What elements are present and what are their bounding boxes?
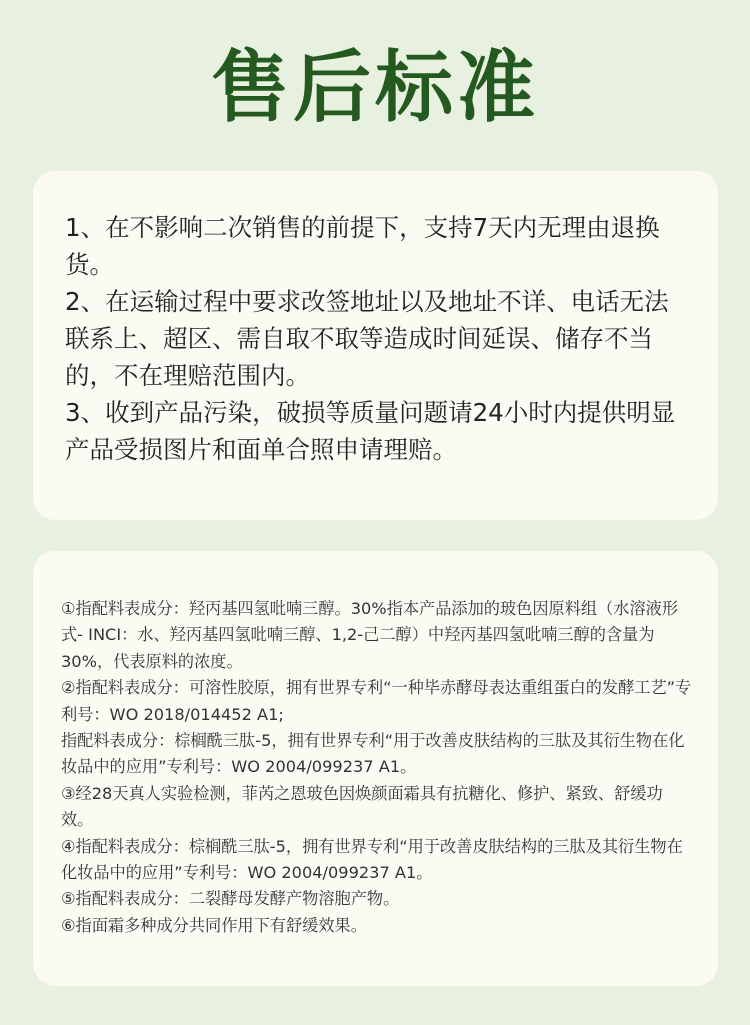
note-item-3: ③经28天真人实验检测，菲芮之恩玻色因焕颜面霜具有抗糖化、修护、紧致、舒缓功效。 [61, 783, 663, 830]
ingredient-notes-card [33, 551, 718, 986]
note-item-5: ⑤指配料表成分：二裂酵母发酵产物溶胞产物。 [61, 889, 400, 909]
note-item-1: ①指配料表成分：羟丙基四氢吡喃三醇。30%指本产品添加的玻色因原料组（水溶液形式- INCI：水、羟丙基四氢吡喃三醇、1,2-己二醇）中羟丙基四氢吡喃三醇的含量为30%，代表原料的浓度。 [61, 599, 679, 671]
note-item-6: ⑥指面霜多种成分共同作用下有舒缓效果。 [61, 915, 367, 935]
policy-item-shipping: 2、在运输过程中要求改签地址以及地址不详、电话无法联系上、超区、需自取不取等造成时间延误、储存不当的，不在理赔范围内。 [65, 287, 669, 390]
page-title: 售后标准 [210, 42, 539, 133]
after-sales-policy-card [33, 171, 718, 520]
note-item-2: ②指配料表成分：可溶性胶原，拥有世界专利“一种毕赤酵母表达重组蛋白的发酵工艺”专利号：WO 2018/014452 A1; [61, 678, 692, 724]
policy-item-damage-claim: 3、收到产品污染，破损等质量问题请24小时内提供明显产品受损图片和面单合照申请理赔。 [65, 398, 676, 464]
policy-item-return: 1、在不影响二次销售的前提下，支持7天内无理由退换货。 [65, 213, 660, 279]
note-item-2b: 指配料表成分：棕榈酰三肽-5，拥有世界专利“用于改善皮肤结构的三肽及其衍生物在化妆品中的应用”专利号：WO 2004/099237 A1。 [61, 731, 685, 777]
note-item-4: ④指配料表成分：棕榈酰三肽-5，拥有世界专利“用于改善皮肤结构的三肽及其衍生物在化妆品中的应用”专利号：WO 2004/099237 A1。 [61, 836, 683, 883]
